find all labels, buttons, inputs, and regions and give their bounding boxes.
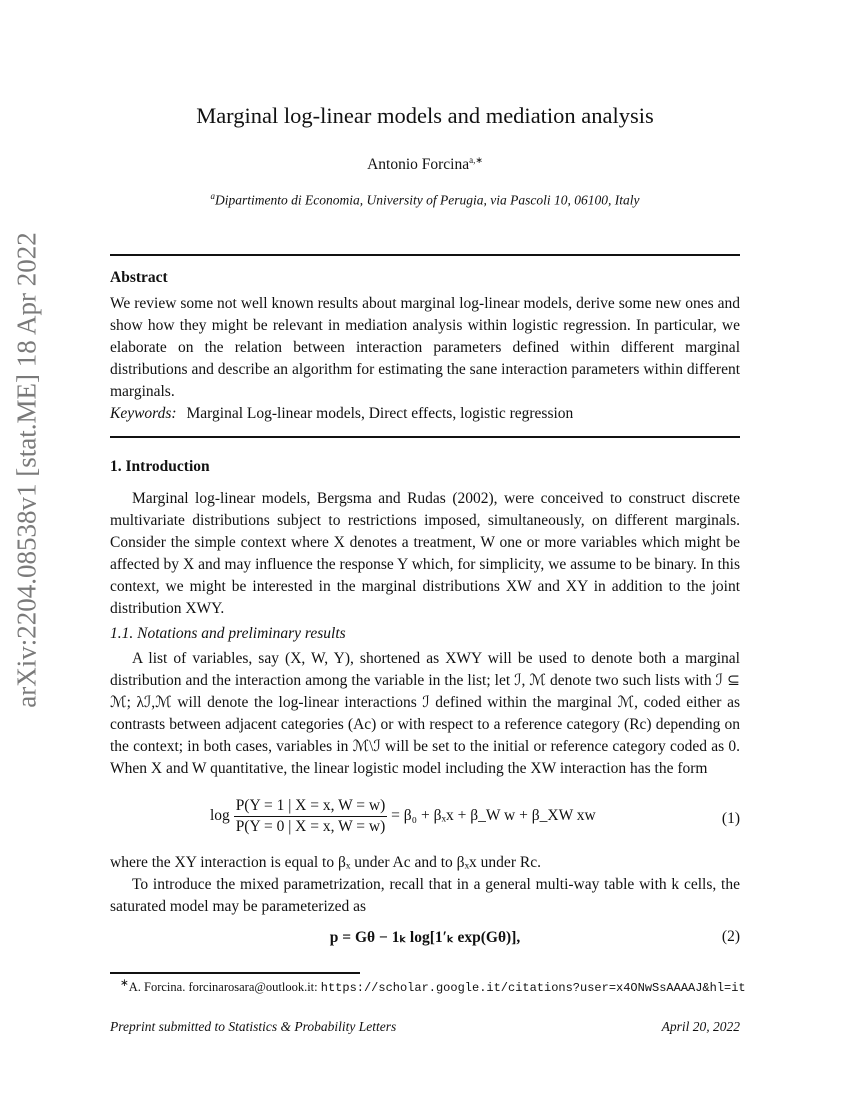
equation-1 bbox=[210, 797, 596, 836]
footer-journal: Preprint submitted to Statistics & Probability Letters bbox=[110, 1019, 397, 1034]
keywords-label: Keywords: bbox=[110, 405, 177, 422]
affiliation bbox=[0, 191, 850, 209]
footer-date: April 20, 2022 bbox=[661, 1019, 740, 1034]
section-heading-introduction: 1. Introduction bbox=[110, 458, 210, 475]
eq1-log: log bbox=[210, 807, 230, 825]
author-line bbox=[0, 155, 850, 174]
arxiv-id: arXiv:2204.08538v1 [stat.ME] 18 Apr 2022 bbox=[11, 232, 42, 708]
abstract-heading: Abstract bbox=[110, 269, 168, 286]
author-marks: a,∗ bbox=[469, 155, 483, 165]
abstract-text: We review some not well known results about marginal log-linear models, derive some new ones and show how they might be relevant in mediation analysis within logistic regression. In particular, we elaborate on the relation between interaction parameters defined within different marginal distributions and describe an algorithm for estimating the sane interaction parameters within different marginals. bbox=[110, 295, 740, 400]
eq1-rhs: = β₀ + βₓx + β_W w + β_XW xw bbox=[391, 807, 596, 825]
footnote-mark: ∗ bbox=[120, 978, 129, 989]
affiliation-mark: a bbox=[210, 191, 216, 201]
subsection-heading-notations: 1.1. Notations and preliminary results bbox=[110, 625, 346, 642]
arxiv-stamp bbox=[5, 232, 49, 708]
abstract-bottom-rule bbox=[110, 436, 740, 438]
eq1-fraction bbox=[234, 797, 388, 836]
eq1-denominator: P(Y = 0 | X = x, W = w) bbox=[235, 818, 386, 835]
top-rule bbox=[110, 254, 740, 256]
eq1-numerator: P(Y = 1 | X = x, W = w) bbox=[234, 797, 388, 817]
paragraph-mixed-parametrization: To introduce the mixed parametrization, recall that in a general multi-way table with k cells, the saturated model may be parameterized as bbox=[110, 876, 740, 915]
footnote-text: A. Forcina. forcinarosara@outlook.it: bbox=[128, 980, 321, 995]
notations-paragraph: A list of variables, say (X, W, Y), shortened as XWY will be used to denote both a marginal distribution and the interaction among the variable in the list; let ℐ, ℳ denote two such lists with ℐ ⊆ ℳ; λℐ,ℳ will denote the log-linear interactions ℐ defined within the marginal ℳ, coded either as contrasts between adjacent categories (Ac) or with respect to a reference category (Rc) depending on the context; in both cases, variables in ℳ\ℐ will be set to the initial or reference category coded as 0. When X and W quantitative, the linear logistic model including the XW interaction has the form bbox=[110, 650, 740, 777]
introduction-paragraph: Marginal log-linear models, Bergsma and Rudas (2002), were conceived to construct discrete multivariate distributions subject to restrictions imposed, simultaneously, on different marginals. Consider the simple context where X denotes a treatment, W one or more variables which might be affected by X and may influence the response Y which, for simplicity, we assume to be binary. In this context, we might be interested in the marginal distributions XW and XY in addition to the joint distribution XWY. bbox=[110, 490, 740, 617]
footnote bbox=[120, 977, 746, 995]
equation-2: p = Gθ − 1ₖ log[1′ₖ exp(Gθ)], bbox=[329, 929, 521, 946]
affiliation-text: Dipartimento di Economia, University of Perugia, via Pascoli 10, 06100, Italy bbox=[215, 192, 640, 208]
paper-title: Marginal log-linear models and mediation analysis bbox=[196, 103, 654, 128]
footnote-rule bbox=[110, 972, 360, 974]
keywords bbox=[110, 405, 573, 423]
keywords-text: Marginal Log-linear models, Direct effects, logistic regression bbox=[186, 405, 574, 422]
paragraph-xy-interaction: where the XY interaction is equal to βₓ under Ac and to βₓx under Rc. bbox=[110, 854, 541, 871]
footnote-url[interactable]: https://scholar.google.it/citations?user=x4ONwSsAAAAJ&hl=it bbox=[320, 981, 746, 996]
author-name: Antonio Forcina bbox=[367, 156, 470, 174]
equation-2-number: (2) bbox=[721, 928, 740, 945]
equation-1-number: (1) bbox=[721, 810, 740, 827]
